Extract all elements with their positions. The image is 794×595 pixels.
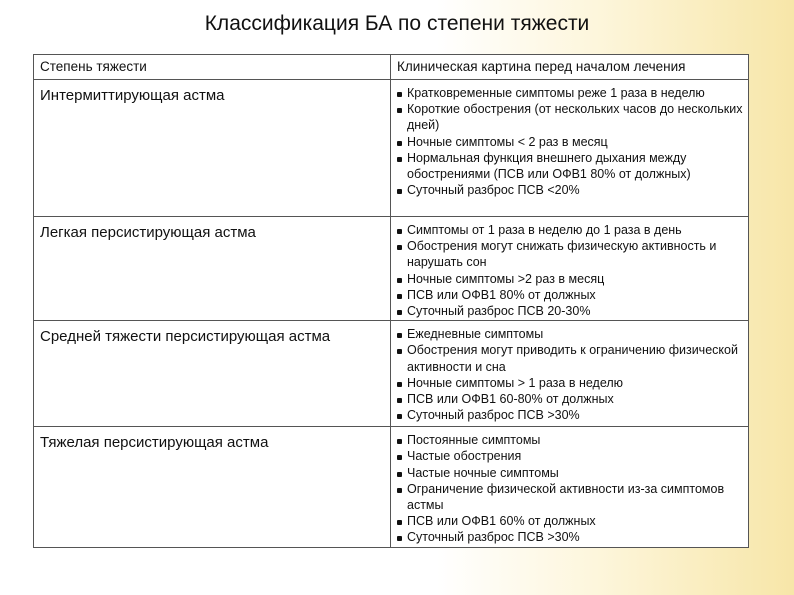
list-item: Суточный разброс ПСВ 20-30%	[396, 303, 744, 319]
header-severity: Степень тяжести	[34, 55, 391, 80]
list-item: Суточный разброс ПСВ <20%	[396, 182, 744, 198]
list-item: Ежедневные симптомы	[396, 326, 744, 342]
severity-cell: Легкая персистирующая астма	[34, 217, 391, 321]
list-item: ПСВ или ОФВ1 60-80% от должных	[396, 391, 744, 407]
symptom-list	[396, 85, 744, 198]
header-clinical-picture: Клиническая картина перед началом лечения	[391, 55, 749, 80]
list-item: ПСВ или ОФВ1 80% от должных	[396, 287, 744, 303]
severity-cell: Средней тяжести персистирующая астма	[34, 321, 391, 427]
list-item: Симптомы от 1 раза в неделю до 1 раза в день	[396, 222, 744, 238]
list-item: Суточный разброс ПСВ >30%	[396, 407, 744, 423]
list-item: Ночные симптомы >2 раз в месяц	[396, 271, 744, 287]
list-item: Обострения могут снижать физическую активность и нарушать сон	[396, 238, 744, 270]
clinical-cell	[391, 321, 749, 427]
list-item: Постоянные симптомы	[396, 432, 744, 448]
list-item: ПСВ или ОФВ1 60% от должных	[396, 513, 744, 529]
list-item: Ночные симптомы > 1 раза в неделю	[396, 375, 744, 391]
list-item: Ночные симптомы < 2 раз в месяц	[396, 134, 744, 150]
table-row	[34, 427, 749, 548]
list-item: Короткие обострения (от нескольких часов до нескольких дней)	[396, 101, 744, 133]
clinical-cell	[391, 80, 749, 217]
clinical-cell	[391, 427, 749, 548]
severity-cell: Тяжелая персистирующая астма	[34, 427, 391, 548]
severity-table	[33, 54, 749, 548]
symptom-list	[396, 432, 744, 545]
clinical-cell	[391, 217, 749, 321]
page-title: Классификация БА по степени тяжести	[204, 12, 590, 35]
list-item: Нормальная функция внешнего дыхания между обострениями (ПСВ или ОФВ1 80% от должных)	[396, 150, 744, 182]
symptom-list	[396, 326, 744, 423]
list-item: Суточный разброс ПСВ >30%	[396, 529, 744, 545]
table-header-row	[34, 55, 749, 80]
table-row	[34, 80, 749, 217]
severity-cell: Интермиттирующая астма	[34, 80, 391, 217]
list-item: Частые обострения	[396, 448, 744, 464]
table-row	[34, 217, 749, 321]
list-item: Кратковременные симптомы реже 1 раза в неделю	[396, 85, 744, 101]
list-item: Ограничение физической активности из-за симптомов астмы	[396, 481, 744, 513]
list-item: Частые ночные симптомы	[396, 465, 744, 481]
list-item: Обострения могут приводить к ограничению физической активности и сна	[396, 342, 744, 374]
table-row	[34, 321, 749, 427]
symptom-list	[396, 222, 744, 319]
